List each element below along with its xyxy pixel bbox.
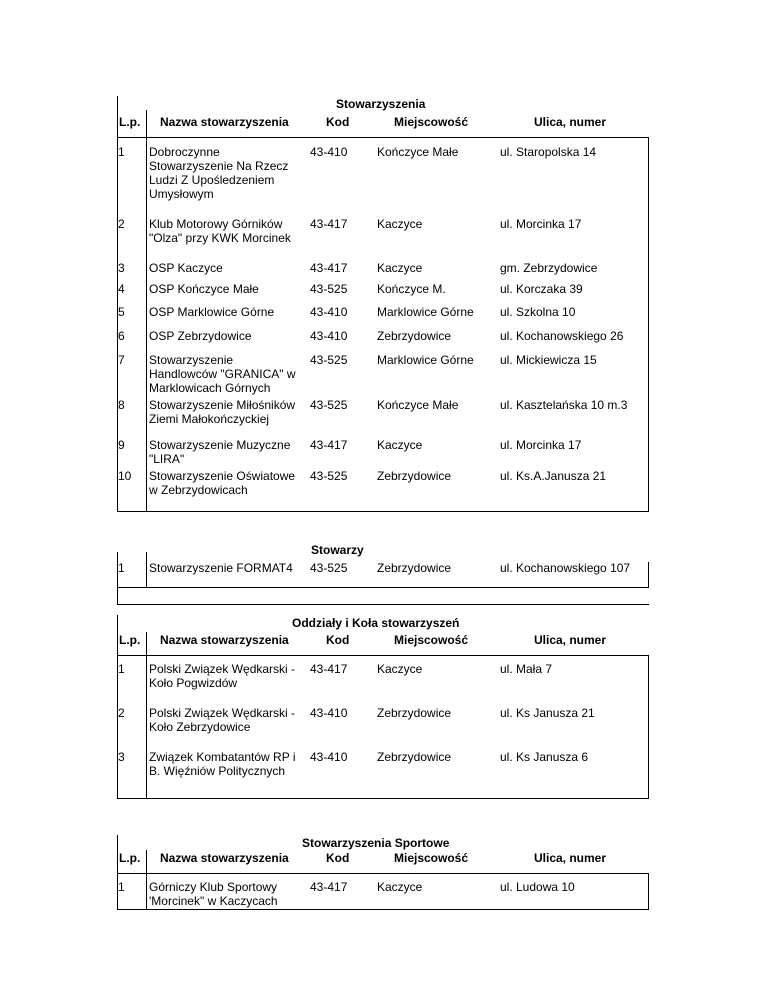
cell-street: ul. Kochanowskiego 26 xyxy=(500,329,624,343)
cell-city: Kaczyce xyxy=(377,261,423,275)
cell-name: Klub Motorowy Górników "Olza" przy KWK Morcinek xyxy=(149,217,291,245)
cell-code: 43-410 xyxy=(310,706,348,720)
header-name: Nazwa stowarzyszenia xyxy=(160,115,289,129)
cell-lp: 6 xyxy=(118,329,125,343)
cell-code: 43-417 xyxy=(310,880,348,894)
cell-code: 43-525 xyxy=(310,282,348,296)
header-code: Kod xyxy=(326,115,350,129)
section-title: Stowarzyszenia xyxy=(336,97,426,111)
cell-city: Marklowice Górne xyxy=(377,353,474,367)
cell-code: 43-410 xyxy=(310,305,348,319)
cell-street: ul. Morcinka 17 xyxy=(500,438,582,452)
cell-city: Zebrzydowice xyxy=(377,706,452,720)
cell-name: Górniczy Klub Sportowy 'Morcinek" w Kaczycach xyxy=(149,880,278,908)
cell-street: ul. Staropolska 14 xyxy=(500,145,597,159)
header-city: Miejscowość xyxy=(394,633,469,647)
cell-city: Marklowice Górne xyxy=(377,305,474,319)
cell-street: ul. Ks Janusza 6 xyxy=(500,750,589,764)
cell-code: 43-525 xyxy=(310,398,348,412)
cell-city: Zebrzydowice xyxy=(377,561,452,575)
cell-name: Polski Związek Wędkarski - Koło Pogwizdów xyxy=(149,662,296,690)
cell-city: Kaczyce xyxy=(377,662,423,676)
cell-code: 43-410 xyxy=(310,329,348,343)
cell-name: Stowarzyszenie Handlowców "GRANICA" w Marklowicach Górnych xyxy=(149,353,296,395)
cell-city: Zebrzydowice xyxy=(377,329,452,343)
cell-city: Kończyce M. xyxy=(377,282,446,296)
cell-city: Zebrzydowice xyxy=(377,469,452,483)
header-name: Nazwa stowarzyszenia xyxy=(160,851,289,865)
header-lp: L.p. xyxy=(119,115,141,129)
cell-lp: 10 xyxy=(118,469,132,483)
cell-lp: 8 xyxy=(118,398,125,412)
cell-lp: 3 xyxy=(118,261,125,275)
cell-name: Dobroczynne Stowarzyszenie Na Rzecz Ludzi Z Upośledzeniem Umysłowym xyxy=(149,145,289,201)
cell-name: Polski Związek Wędkarski - Koło Zebrzydowice xyxy=(149,706,296,734)
header-city: Miejscowość xyxy=(394,115,469,129)
cell-name: OSP Kaczyce xyxy=(149,261,223,275)
section-title: Stowarzyszenia Sportowe xyxy=(302,836,450,850)
cell-lp: 4 xyxy=(118,282,125,296)
cell-street: ul. Mała 7 xyxy=(500,662,553,676)
cell-city: Kaczyce xyxy=(377,217,423,231)
cell-name: Stowarzyszenie Muzyczne "LIRA" xyxy=(149,438,291,466)
cell-lp: 2 xyxy=(118,706,125,720)
cell-code: 43-417 xyxy=(310,261,348,275)
header-city: Miejscowość xyxy=(394,851,469,865)
cell-lp: 1 xyxy=(118,662,125,676)
cell-lp: 3 xyxy=(118,750,125,764)
header-code: Kod xyxy=(326,851,350,865)
cell-name: Stowarzyszenie FORMAT4 xyxy=(149,561,293,575)
header-street: Ulica, numer xyxy=(534,115,607,129)
cell-name: Stowarzyszenie Miłośników Ziemi Małokończyckiej xyxy=(149,398,296,426)
cell-lp: 2 xyxy=(118,217,125,231)
cell-city: Kończyce Małe xyxy=(377,398,459,412)
cell-city: Kaczyce xyxy=(377,880,423,894)
cell-lp: 1 xyxy=(118,880,125,894)
header-name: Nazwa stowarzyszenia xyxy=(160,633,289,647)
cell-street: ul. Kasztelańska 10 m.3 xyxy=(500,398,628,412)
cell-code: 43-417 xyxy=(310,662,348,676)
header-street: Ulica, numer xyxy=(534,851,607,865)
cell-street: ul. Kochanowskiego 107 xyxy=(500,561,631,575)
cell-lp: 7 xyxy=(118,353,125,367)
cell-code: 43-410 xyxy=(310,750,348,764)
cell-street: ul. Mickiewicza 15 xyxy=(500,353,597,367)
cell-lp: 1 xyxy=(118,145,125,159)
cell-code: 43-525 xyxy=(310,469,348,483)
header-street: Ulica, numer xyxy=(534,633,607,647)
cell-code: 43-525 xyxy=(310,561,348,575)
cell-code: 43-417 xyxy=(310,438,348,452)
cell-lp: 9 xyxy=(118,438,125,452)
section-title: Stowarzy xyxy=(311,543,364,557)
cell-name: OSP Zebrzydowice xyxy=(149,329,252,343)
cell-name: OSP Marklowice Górne xyxy=(149,305,275,319)
header-lp: L.p. xyxy=(119,851,141,865)
cell-code: 43-417 xyxy=(310,217,348,231)
cell-street: ul. Szkolna 10 xyxy=(500,305,576,319)
cell-city: Zebrzydowice xyxy=(377,750,452,764)
cell-street: ul. Korczaka 39 xyxy=(500,282,583,296)
cell-city: Kaczyce xyxy=(377,438,423,452)
cell-lp: 5 xyxy=(118,305,125,319)
cell-street: ul. Ks Janusza 21 xyxy=(500,706,595,720)
cell-street: ul. Morcinka 17 xyxy=(500,217,582,231)
cell-code: 43-410 xyxy=(310,145,348,159)
header-lp: L.p. xyxy=(119,633,141,647)
cell-name: Stowarzyszenie Oświatowe w Zebrzydowicach xyxy=(149,469,296,497)
cell-lp: 1 xyxy=(118,561,125,575)
section-title: Oddziały i Koła stowarzyszeń xyxy=(292,616,460,630)
header-code: Kod xyxy=(326,633,350,647)
cell-street: gm. Zebrzydowice xyxy=(500,261,598,275)
cell-name: Związek Kombatantów RP i B. Więźniów Politycznych xyxy=(149,750,296,778)
cell-street: ul. Ludowa 10 xyxy=(500,880,575,894)
cell-street: ul. Ks.A.Janusza 21 xyxy=(500,469,607,483)
cell-city: Kończyce Małe xyxy=(377,145,459,159)
cell-code: 43-525 xyxy=(310,353,348,367)
cell-name: OSP Kończyce Małe xyxy=(149,282,259,296)
